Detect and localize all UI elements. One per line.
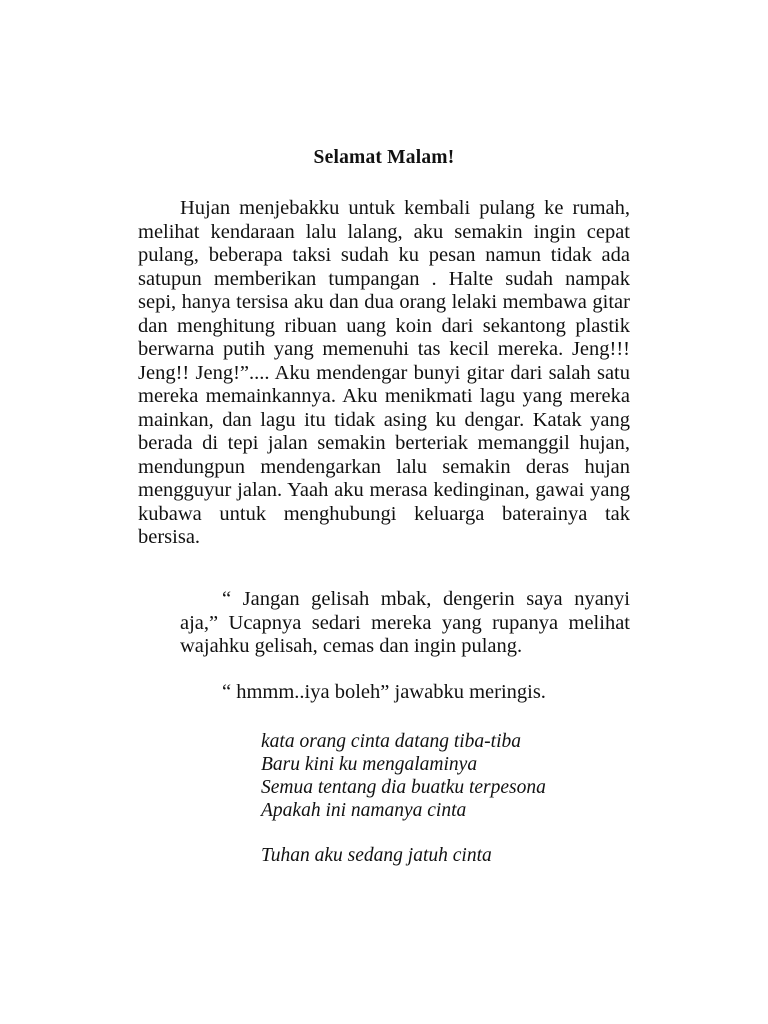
dialog-reply: “ hmmm..iya boleh” jawabku meringis. — [222, 681, 546, 703]
poem-stanza — [261, 730, 546, 822]
story-paragraph: Hujan menjebakku untuk kembali pulang ke rumah, melihat kendaraan lalu lalang, aku semakin ingin cepat pulang, beberapa taksi sudah ku pesan namun tidak ada satupun memberikan tumpangan . Halte sudah nampak sepi, hanya tersisa aku dan dua orang lelaki membawa gitar dan menghitung ribuan uang koin dari sekantong plastik berwarna putih yang memenuhi tas kecil mereka. Jeng!!! Jeng!! Jeng!”.... Aku mendengar bunyi gitar dari salah satu mereka memainkannya. Aku menikmati lagu yang mereka mainkan, dan lagu itu tidak asing ku dengar. Katak yang berada di tepi jalan semakin berteriak memanggil hujan, mendungpun mendengarkan lalu semakin deras hujan mengguyur jalan. Yaah aku merasa kedinginan, gawai yang kubawa untuk menghubungi keluarga baterainya tak bersisa. — [138, 197, 630, 548]
document-title: Selamat Malam! — [313, 147, 455, 168]
poem-line: kata orang cinta datang tiba-tiba — [261, 731, 521, 752]
poem-closing-line: Tuhan aku sedang jatuh cinta — [261, 845, 492, 866]
poem-line: Baru kini ku mengalaminya — [261, 754, 478, 775]
dialog-quote: “ Jangan gelisah mbak, dengerin saya nyanyi aja,” Ucapnya sedari mereka yang rupanya melihat wajahku gelisah, cemas dan ingin pulang. — [180, 588, 630, 657]
poem-line: Apakah ini namanya cinta — [261, 800, 467, 821]
poem-line: Semua tentang dia buatku terpesona — [261, 777, 546, 798]
